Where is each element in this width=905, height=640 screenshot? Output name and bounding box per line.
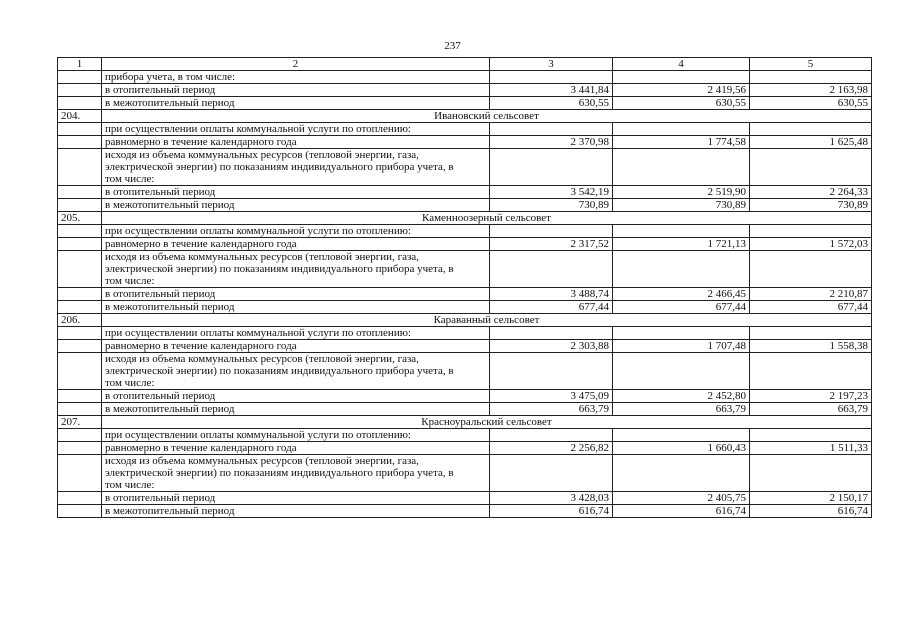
table-row <box>58 353 872 390</box>
value-col-3: 677,44 <box>490 301 613 314</box>
value-col-4 <box>613 149 750 186</box>
row-index-cell <box>58 288 102 301</box>
row-description: равномерно в течение календарного года <box>102 442 490 455</box>
row-index-cell <box>58 390 102 403</box>
section-header-row <box>58 314 872 327</box>
value-col-3: 616,74 <box>490 505 613 518</box>
value-col-3 <box>490 327 613 340</box>
section-header-row <box>58 416 872 429</box>
row-description: в отопительный период <box>102 186 490 199</box>
row-index-cell <box>58 455 102 492</box>
row-description: равномерно в течение календарного года <box>102 340 490 353</box>
value-col-5: 1 572,03 <box>750 238 872 251</box>
row-index-cell <box>58 353 102 390</box>
value-col-3: 2 256,82 <box>490 442 613 455</box>
value-col-3: 3 475,09 <box>490 390 613 403</box>
column-header-3: 3 <box>490 58 613 71</box>
row-index-cell <box>58 238 102 251</box>
row-description: в межотопительный период <box>102 199 490 212</box>
row-description: в межотопительный период <box>102 403 490 416</box>
row-description: при осуществлении оплаты коммунальной услуги по отоплению: <box>102 429 490 442</box>
value-col-3 <box>490 455 613 492</box>
table-row <box>58 225 872 238</box>
value-col-4 <box>613 251 750 288</box>
section-index: 204. <box>58 110 102 123</box>
value-col-4: 1 707,48 <box>613 340 750 353</box>
row-index-cell <box>58 149 102 186</box>
value-col-4: 1 774,58 <box>613 136 750 149</box>
table-row <box>58 442 872 455</box>
table-row <box>58 123 872 136</box>
value-col-4: 630,55 <box>613 97 750 110</box>
value-col-3 <box>490 123 613 136</box>
table-row <box>58 429 872 442</box>
value-col-5: 730,89 <box>750 199 872 212</box>
table-row <box>58 340 872 353</box>
table-row <box>58 301 872 314</box>
row-description: при осуществлении оплаты коммунальной услуги по отоплению: <box>102 327 490 340</box>
value-col-4: 1 660,43 <box>613 442 750 455</box>
value-col-3: 2 303,88 <box>490 340 613 353</box>
row-index-cell <box>58 442 102 455</box>
value-col-4: 2 419,56 <box>613 84 750 97</box>
row-index-cell <box>58 186 102 199</box>
table-row <box>58 492 872 505</box>
value-col-5 <box>750 353 872 390</box>
row-description: в отопительный период <box>102 390 490 403</box>
table-row <box>58 403 872 416</box>
row-description: равномерно в течение календарного года <box>102 238 490 251</box>
column-header-2: 2 <box>102 58 490 71</box>
page-number: 237 <box>444 40 461 52</box>
value-col-3: 2 370,98 <box>490 136 613 149</box>
section-index: 207. <box>58 416 102 429</box>
value-col-3 <box>490 353 613 390</box>
value-col-3: 3 542,19 <box>490 186 613 199</box>
value-col-4: 663,79 <box>613 403 750 416</box>
value-col-5 <box>750 149 872 186</box>
section-title: Каменноозерный сельсовет <box>102 212 872 225</box>
row-description: равномерно в течение календарного года <box>102 136 490 149</box>
row-index-cell <box>58 225 102 238</box>
value-col-3 <box>490 71 613 84</box>
value-col-5: 2 264,33 <box>750 186 872 199</box>
row-description: исходя из объема коммунальных ресурсов (тепловой энергии, газа, электрической энергии) по показаниям индивидуального прибора учета, в том числе: <box>102 149 490 186</box>
tariff-table <box>57 57 872 518</box>
header-row <box>58 58 872 71</box>
value-col-3 <box>490 429 613 442</box>
value-col-4: 616,74 <box>613 505 750 518</box>
table-row <box>58 136 872 149</box>
row-index-cell <box>58 301 102 314</box>
row-index-cell <box>58 327 102 340</box>
value-col-5: 2 163,98 <box>750 84 872 97</box>
value-col-3 <box>490 225 613 238</box>
row-index-cell <box>58 429 102 442</box>
row-description: исходя из объема коммунальных ресурсов (тепловой энергии, газа, электрической энергии) по показаниям индивидуального прибора учета, в том числе: <box>102 455 490 492</box>
value-col-5 <box>750 429 872 442</box>
row-description: в межотопительный период <box>102 301 490 314</box>
value-col-4 <box>613 327 750 340</box>
value-col-4: 730,89 <box>613 199 750 212</box>
value-col-5: 630,55 <box>750 97 872 110</box>
value-col-3: 3 428,03 <box>490 492 613 505</box>
table-row <box>58 327 872 340</box>
row-description: исходя из объема коммунальных ресурсов (тепловой энергии, газа, электрической энергии) по показаниям индивидуального прибора учета, в том числе: <box>102 353 490 390</box>
value-col-5: 2 197,23 <box>750 390 872 403</box>
value-col-5: 2 150,17 <box>750 492 872 505</box>
section-title: Красноуральский сельсовет <box>102 416 872 429</box>
table-row <box>58 199 872 212</box>
row-description: в межотопительный период <box>102 97 490 110</box>
table-row <box>58 71 872 84</box>
section-header-row <box>58 212 872 225</box>
value-col-4 <box>613 123 750 136</box>
value-col-5: 1 625,48 <box>750 136 872 149</box>
table-row <box>58 505 872 518</box>
row-index-cell <box>58 492 102 505</box>
section-index: 206. <box>58 314 102 327</box>
row-description: в отопительный период <box>102 288 490 301</box>
row-index-cell <box>58 97 102 110</box>
row-index-cell <box>58 71 102 84</box>
row-description: в отопительный период <box>102 492 490 505</box>
row-index-cell <box>58 403 102 416</box>
value-col-3: 730,89 <box>490 199 613 212</box>
column-header-4: 4 <box>613 58 750 71</box>
value-col-5 <box>750 251 872 288</box>
value-col-3: 2 317,52 <box>490 238 613 251</box>
value-col-4 <box>613 455 750 492</box>
value-col-4: 2 519,90 <box>613 186 750 199</box>
row-description: прибора учета, в том числе: <box>102 71 490 84</box>
value-col-4 <box>613 225 750 238</box>
value-col-4: 1 721,13 <box>613 238 750 251</box>
value-col-5 <box>750 455 872 492</box>
column-header-5: 5 <box>750 58 872 71</box>
value-col-4 <box>613 429 750 442</box>
table-row <box>58 238 872 251</box>
table-row <box>58 390 872 403</box>
row-description: в межотопительный период <box>102 505 490 518</box>
section-index: 205. <box>58 212 102 225</box>
row-index-cell <box>58 340 102 353</box>
value-col-5: 1 511,33 <box>750 442 872 455</box>
value-col-3: 630,55 <box>490 97 613 110</box>
section-title: Ивановский сельсовет <box>102 110 872 123</box>
row-index-cell <box>58 251 102 288</box>
row-description: в отопительный период <box>102 84 490 97</box>
value-col-5: 663,79 <box>750 403 872 416</box>
value-col-5 <box>750 71 872 84</box>
value-col-3: 3 441,84 <box>490 84 613 97</box>
value-col-4: 677,44 <box>613 301 750 314</box>
value-col-4 <box>613 353 750 390</box>
value-col-3 <box>490 149 613 186</box>
row-description: при осуществлении оплаты коммунальной услуги по отоплению: <box>102 123 490 136</box>
row-description: исходя из объема коммунальных ресурсов (тепловой энергии, газа, электрической энергии) по показаниям индивидуального прибора учета, в том числе: <box>102 251 490 288</box>
value-col-5 <box>750 327 872 340</box>
value-col-4: 2 405,75 <box>613 492 750 505</box>
value-col-5: 677,44 <box>750 301 872 314</box>
row-index-cell <box>58 136 102 149</box>
value-col-4: 2 466,45 <box>613 288 750 301</box>
column-header-1: 1 <box>58 58 102 71</box>
table-body <box>58 58 872 518</box>
table-row <box>58 251 872 288</box>
value-col-5: 616,74 <box>750 505 872 518</box>
table-row <box>58 186 872 199</box>
row-description: при осуществлении оплаты коммунальной услуги по отоплению: <box>102 225 490 238</box>
table-row <box>58 84 872 97</box>
value-col-5 <box>750 123 872 136</box>
value-col-3: 663,79 <box>490 403 613 416</box>
section-header-row <box>58 110 872 123</box>
table-row <box>58 288 872 301</box>
value-col-4 <box>613 71 750 84</box>
value-col-5: 1 558,38 <box>750 340 872 353</box>
row-index-cell <box>58 123 102 136</box>
value-col-5 <box>750 225 872 238</box>
table-row <box>58 455 872 492</box>
value-col-4: 2 452,80 <box>613 390 750 403</box>
section-title: Караванный сельсовет <box>102 314 872 327</box>
table-row <box>58 97 872 110</box>
value-col-3 <box>490 251 613 288</box>
row-index-cell <box>58 199 102 212</box>
value-col-3: 3 488,74 <box>490 288 613 301</box>
row-index-cell <box>58 84 102 97</box>
table-row <box>58 149 872 186</box>
value-col-5: 2 210,87 <box>750 288 872 301</box>
row-index-cell <box>58 505 102 518</box>
